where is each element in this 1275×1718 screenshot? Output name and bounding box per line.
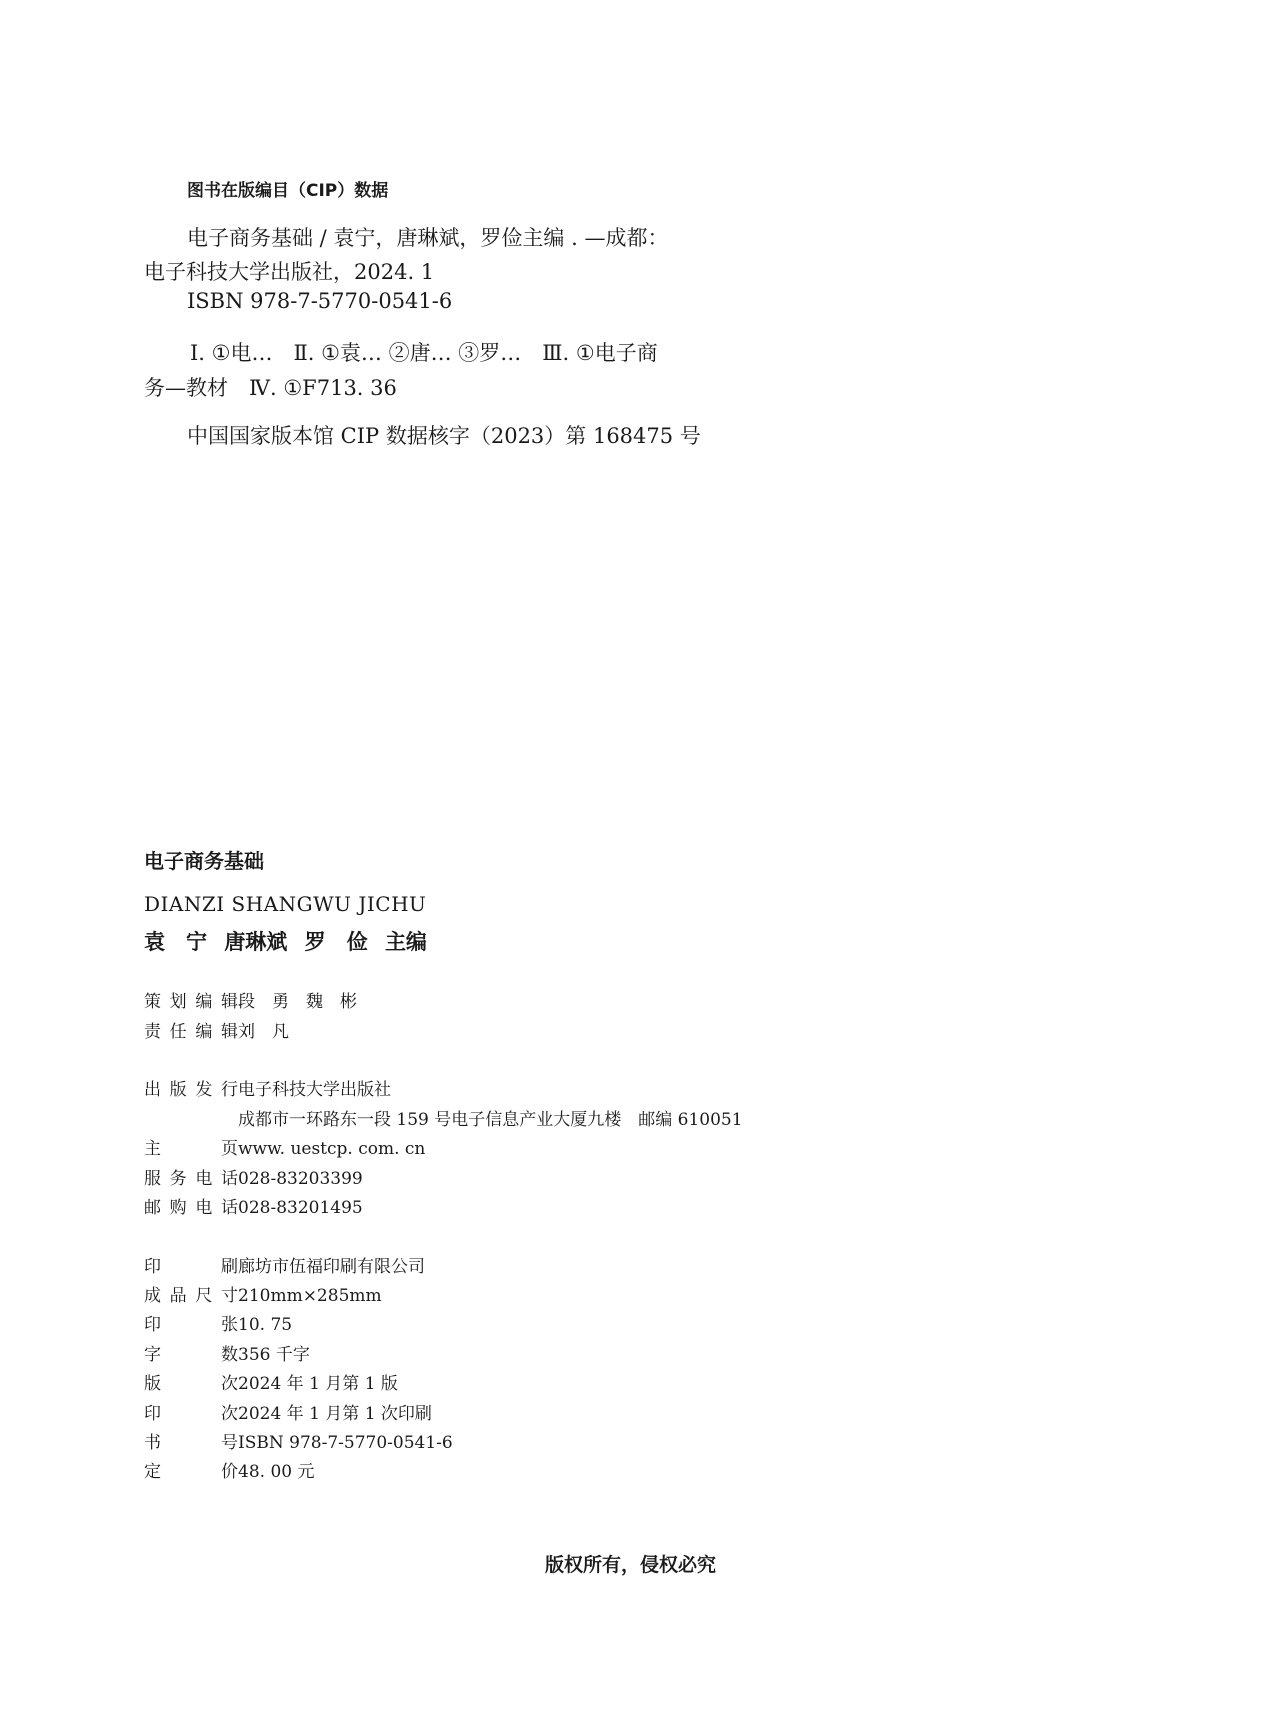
detail-value: 廊坊市伍福印刷有限公司 [238,1257,425,1277]
detail-value: 10. 75 [238,1315,293,1335]
book-pinyin-title: DIANZI SHANGWU JICHU [144,892,427,916]
detail-value: 成都市一环路东一段 159 号电子信息产业大厦九楼 邮编 610051 [238,1110,743,1130]
detail-row [144,1105,743,1129]
detail-label: 邮购电话 [144,1198,238,1218]
cip-heading: 图书在版编目（CIP）数据 [187,181,389,201]
detail-label: 策划编辑 [144,992,238,1012]
cip-line: 中国国家版本馆 CIP 数据核字（2023）第 168475 号 [187,424,701,448]
author-name: 罗 俭 [304,930,368,954]
detail-row [144,1075,391,1099]
detail-row [144,1369,398,1393]
author-role: 主编 [384,930,427,954]
author-name: 袁 宁 [144,930,207,954]
detail-value: ISBN 978-7-5770-0541-6 [238,1433,453,1453]
detail-row [144,1252,425,1276]
detail-row [144,1399,432,1423]
detail-row [144,1017,289,1041]
detail-row [144,1134,425,1158]
detail-label: 成品尺寸 [144,1286,238,1306]
detail-value: 210mm×285mm [238,1286,382,1306]
detail-value: 028-83203399 [238,1169,363,1189]
detail-value: 028-83201495 [238,1198,363,1218]
book-authors [144,926,437,956]
detail-label: 印刷 [144,1257,238,1277]
detail-label: 印张 [144,1315,238,1335]
detail-row [144,1310,292,1334]
detail-label: 书号 [144,1433,238,1453]
detail-label: 版次 [144,1374,238,1394]
detail-value: 2024 年 1 月第 1 版 [238,1374,398,1394]
cip-line: 电子商务基础 / 袁宁，唐琳斌，罗俭主编 . —成都： [187,226,669,250]
cip-line: ISBN 978-7-5770-0541-6 [187,289,453,313]
author-name: 唐琳斌 [224,930,288,954]
cip-line: 电子科技大学出版社，2024. 1 [144,260,435,284]
detail-row [144,1457,314,1481]
detail-value: 356 千字 [238,1345,310,1365]
detail-row [144,987,357,1011]
detail-label: 责任编辑 [144,1022,238,1042]
detail-value: www. uestcp. com. cn [238,1139,426,1159]
detail-label: 主页 [144,1139,238,1159]
detail-value: 48. 00 元 [238,1462,315,1482]
detail-value: 段 勇 魏 彬 [238,992,357,1012]
copyright-notice: 版权所有，侵权必究 [545,1554,717,1576]
cip-line: 务—教材 Ⅳ. ①F713. 36 [144,376,397,400]
detail-label: 定价 [144,1462,238,1482]
book-title: 电子商务基础 [144,849,264,873]
detail-label: 字数 [144,1345,238,1365]
detail-value: 刘 凡 [238,1022,289,1042]
detail-value: 电子科技大学出版社 [238,1080,391,1100]
detail-row [144,1281,382,1305]
detail-value: 2024 年 1 月第 1 次印刷 [238,1404,432,1424]
cip-line: Ⅰ. ①电… Ⅱ. ①袁… ②唐… ③罗… Ⅲ. ①电子商 [190,341,658,365]
detail-label: 服务电话 [144,1169,238,1189]
detail-row [144,1428,453,1452]
detail-label: 出版发行 [144,1080,238,1100]
detail-row [144,1164,363,1188]
detail-label: 印次 [144,1404,238,1424]
detail-row [144,1340,310,1364]
detail-row [144,1193,363,1217]
